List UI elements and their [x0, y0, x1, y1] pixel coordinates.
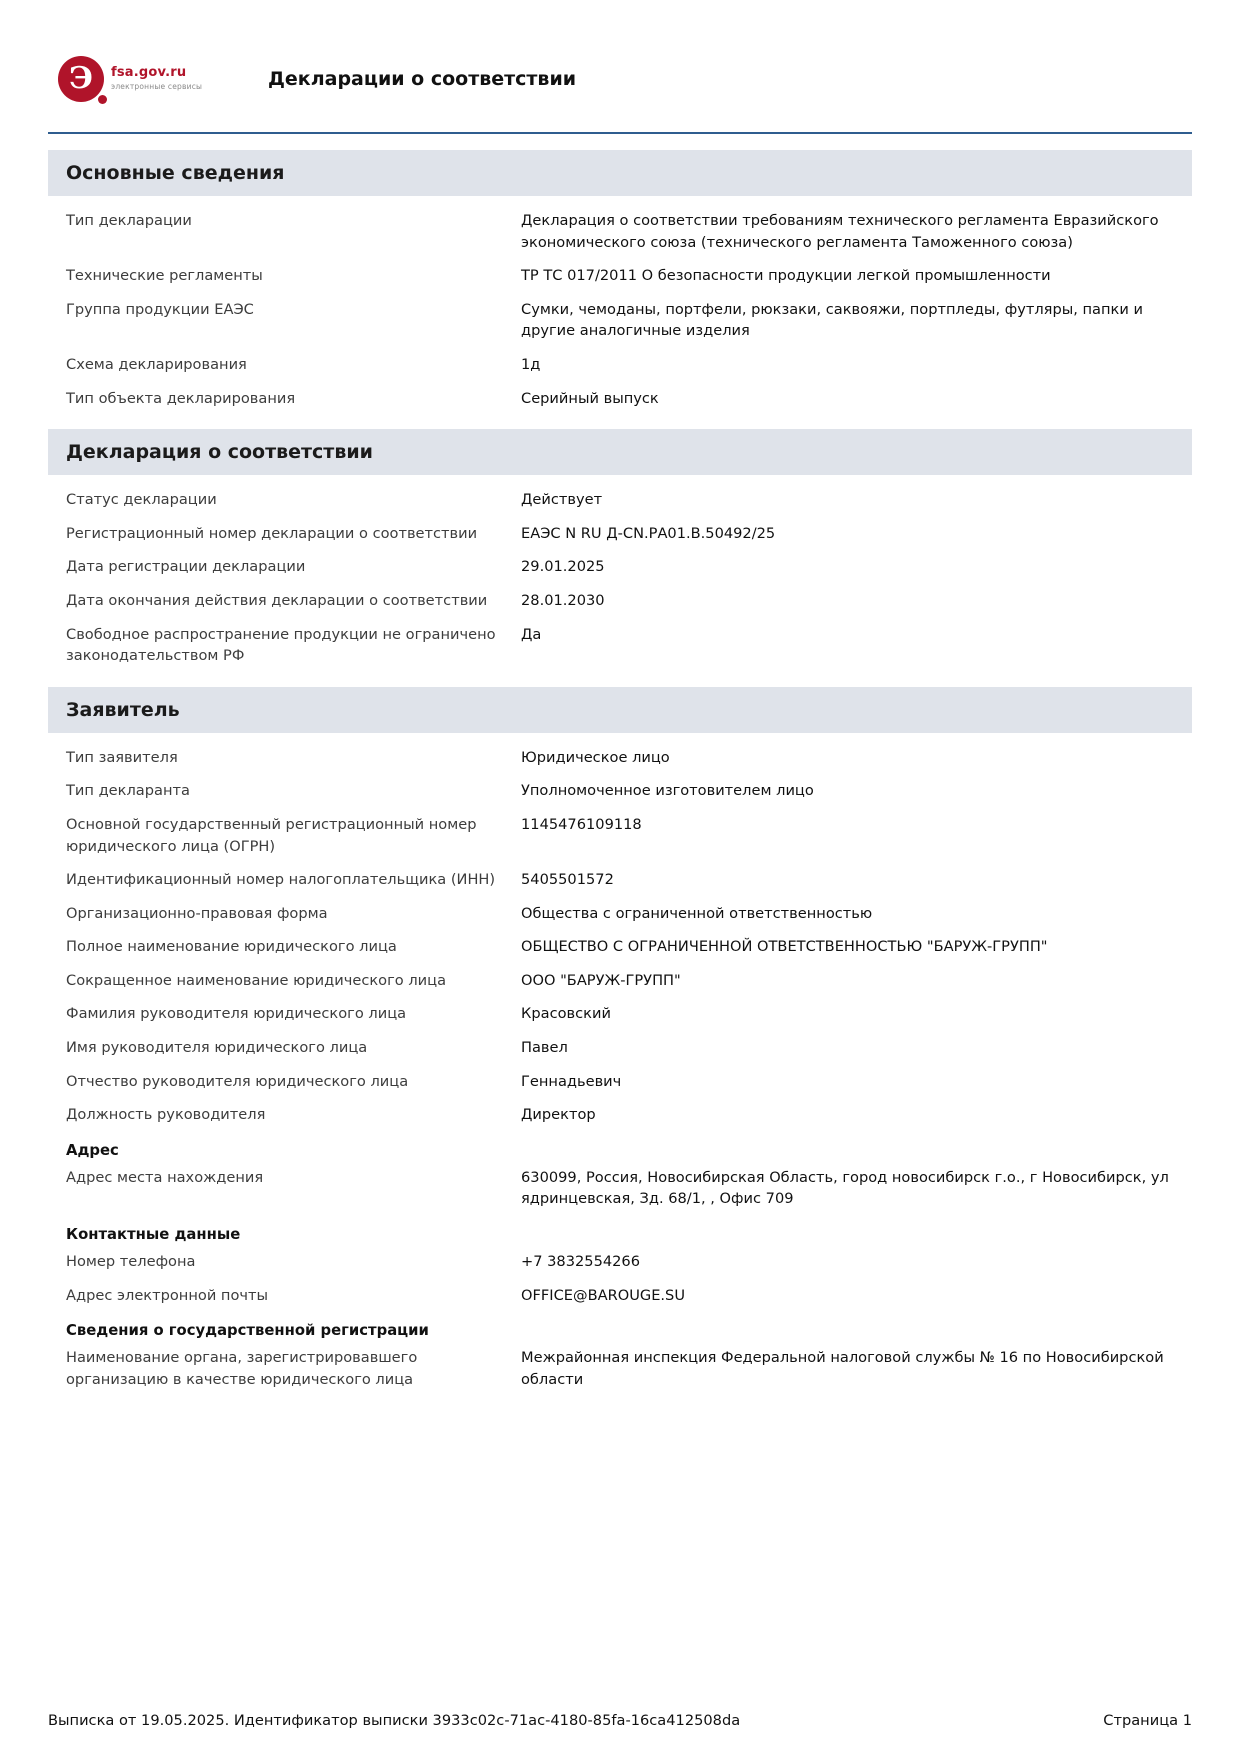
field-value: Красовский	[521, 1005, 611, 1023]
section-header-basic-info	[48, 150, 1192, 196]
field-value: Юридическое лицо	[521, 748, 670, 766]
field-label: Организационно-правовая форма	[66, 904, 328, 922]
page-title: Декларации о соответствии	[268, 68, 577, 90]
field-row	[66, 293, 1192, 348]
field-row	[66, 997, 1192, 1031]
field-value: Сумки, чемоданы, портфели, рюкзаки, саквояжи, портпледы, футляры, папки и другие аналогичные изделия	[521, 300, 1143, 340]
field-label: Тип декларанта	[66, 782, 190, 800]
field-value: ОБЩЕСТВО С ОГРАНИЧЕННОЙ ОТВЕТСТВЕННОСТЬЮ "БАРУЖ-ГРУПП"	[521, 938, 1048, 956]
field-value: 5405501572	[521, 871, 614, 889]
field-value: Директор	[521, 1106, 596, 1124]
section-title: Основные сведения	[66, 162, 285, 184]
field-label: Сокращенное наименование юридического лица	[66, 971, 447, 989]
field-label: Статус декларации	[66, 491, 217, 509]
field-label: Регистрационный номер декларации о соответствии	[66, 524, 478, 542]
field-value: OFFICE@BAROUGE.SU	[521, 1286, 686, 1304]
field-value: 630099, Россия, Новосибирская Область, город новосибирск г.о., г Новосибирск, ул ядринцевская, Зд. 68/1, , Офис 709	[521, 1168, 1169, 1208]
field-label: Имя руководителя юридического лица	[66, 1039, 368, 1057]
field-label: Отчество руководителя юридического лица	[66, 1072, 409, 1090]
field-label: Тип декларации	[66, 212, 192, 229]
field-label: Дата окончания действия декларации о соответствии	[66, 591, 488, 609]
field-label: Фамилия руководителя юридического лица	[66, 1005, 407, 1023]
field-label: Основной государственный регистрационный номер юридического лица (ОГРН)	[66, 815, 477, 855]
header-divider	[48, 132, 1192, 134]
field-label: Адрес электронной почты	[66, 1286, 269, 1304]
field-row	[66, 1161, 1192, 1216]
field-value: 1145476109118	[521, 815, 642, 833]
field-label: Дата регистрации декларации	[66, 558, 306, 576]
field-row	[66, 1098, 1192, 1132]
field-row	[66, 1279, 1192, 1313]
field-row	[66, 808, 1192, 863]
field-row	[66, 1031, 1192, 1065]
field-value: 29.01.2025	[521, 558, 605, 576]
field-label: Группа продукции ЕАЭС	[66, 300, 254, 318]
field-value: ЕАЭС N RU Д-CN.РА01.В.50492/25	[521, 524, 776, 542]
field-value: 1д	[521, 355, 541, 373]
field-value: Уполномоченное изготовителем лицо	[521, 782, 814, 800]
field-label: Полное наименование юридического лица	[66, 938, 397, 956]
section-title: Заявитель	[66, 698, 180, 721]
field-row	[66, 1245, 1192, 1279]
field-value: Декларация о соответствии требованиям технического регламента Евразийского экономического союза (технического регламента Таможенного союза)	[521, 212, 1159, 251]
logo-site-name: fsa.gov.ru	[111, 65, 187, 81]
field-row	[66, 863, 1192, 897]
field-value: ООО "БАРУЖ-ГРУПП"	[521, 971, 681, 989]
field-row	[66, 517, 1192, 551]
section-body-applicant	[48, 741, 1192, 1397]
field-value: +7 3832554266	[521, 1253, 641, 1271]
field-row	[66, 964, 1192, 998]
field-row	[66, 774, 1192, 808]
field-row	[66, 741, 1192, 775]
field-row	[66, 897, 1192, 931]
section-title: Декларация о соответствии	[66, 441, 373, 464]
field-label: Технические регламенты	[66, 267, 263, 285]
subsection-title-registration: Сведения о государственной регистрации	[66, 1322, 429, 1340]
fsa-logo	[58, 56, 238, 102]
field-label: Идентификационный номер налогоплательщика (ИНН)	[66, 871, 496, 889]
field-row	[66, 382, 1192, 416]
field-label: Тип объекта декларирования	[66, 389, 296, 407]
subsection-title-contacts: Контактные данные	[66, 1226, 241, 1244]
field-row	[66, 1065, 1192, 1099]
field-label: Номер телефона	[66, 1253, 196, 1271]
footer-extract-info: Выписка от 19.05.2025. Идентификатор выписки 3933c02c-71ac-4180-85fa-16ca412508da	[48, 1712, 741, 1729]
field-label: Наименование органа, зарегистрировавшего организацию в качестве юридического лица	[66, 1349, 418, 1388]
field-value: ТР ТС 017/2011 О безопасности продукции легкой промышленности	[521, 267, 1051, 285]
field-row	[66, 584, 1192, 618]
subsection-title-address: Адрес	[66, 1141, 119, 1159]
field-row	[66, 259, 1192, 293]
section-header-declaration	[48, 429, 1192, 475]
field-label: Должность руководителя	[66, 1106, 266, 1124]
logo-tagline: электронные сервисы	[111, 82, 203, 92]
field-label: Адрес места нахождения	[66, 1168, 264, 1186]
field-value: 28.01.2030	[521, 591, 605, 609]
document-footer	[48, 1712, 1192, 1729]
field-row	[66, 348, 1192, 382]
field-row	[66, 618, 1192, 673]
field-value: Павел	[521, 1039, 568, 1057]
field-value: Межрайонная инспекция Федеральной налоговой службы № 16 по Новосибирской области	[521, 1349, 1164, 1388]
field-label: Свободное распространение продукции не ограничено законодательством РФ	[66, 625, 496, 665]
field-value: Общества с ограниченной ответственностью	[521, 904, 873, 922]
field-value: Серийный выпуск	[521, 389, 659, 407]
fsa-logo-icon: Э	[58, 56, 104, 102]
field-row	[66, 483, 1192, 517]
section-body-declaration	[48, 483, 1192, 673]
field-value: Да	[521, 625, 542, 643]
field-value: Действует	[521, 491, 603, 509]
field-label: Тип заявителя	[66, 748, 178, 766]
footer-page-number: Страница 1	[1103, 1712, 1192, 1729]
section-body-basic-info	[48, 204, 1192, 415]
field-label: Схема декларирования	[66, 355, 247, 373]
field-value: Геннадьевич	[521, 1072, 622, 1090]
fsa-logo-text	[111, 66, 202, 92]
field-row	[66, 550, 1192, 584]
document-header	[48, 40, 1192, 118]
section-header-applicant	[48, 687, 1192, 733]
field-row	[66, 930, 1192, 964]
field-row	[66, 1341, 1192, 1396]
field-row	[66, 204, 1192, 259]
